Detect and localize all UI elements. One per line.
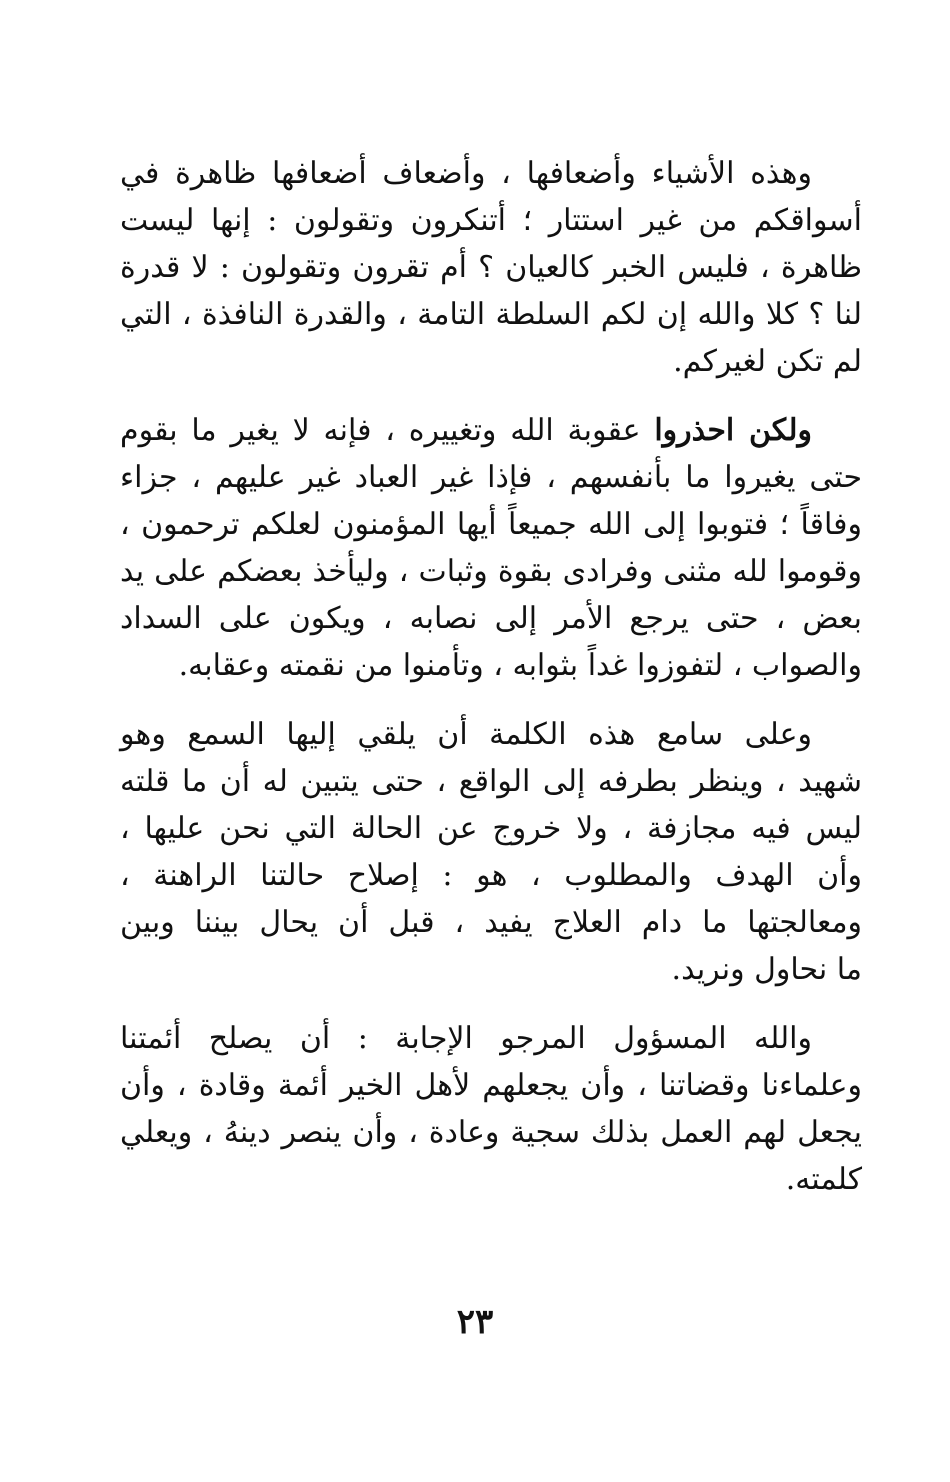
- paragraph-3: [120, 711, 862, 993]
- text-line: بعض ، حتى يرجع الأمر إلى نصابه ، ويكون على السداد: [120, 601, 862, 636]
- text-line: ظاهرة ، فليس الخبر كالعيان ؟ أم تقرون وتقولون : لا قدرة: [120, 250, 862, 285]
- paragraph-1: [120, 150, 862, 385]
- page-body: [120, 150, 862, 1225]
- text-line: لنا ؟ كلا والله إن لكم السلطة التامة ، والقدرة النافذة ، التي: [120, 297, 862, 332]
- text-line: وعلماءنا وقضاتنا ، وأن يجعلهم لأهل الخير أئمة وقادة ، وأن: [120, 1068, 862, 1103]
- text-line: ما نحاول ونريد.: [671, 952, 862, 987]
- bold-lead-text: ولكن احذروا: [654, 413, 813, 448]
- text-line: شهيد ، وينظر بطرفه إلى الواقع ، حتى يتبين له أن ما قلته: [120, 764, 862, 799]
- text-line: وأن الهدف والمطلوب ، هو : إصلاح حالتنا الراهنة ،: [120, 858, 862, 893]
- text-line: كلمته.: [785, 1162, 862, 1197]
- text-line: والصواب ، لتفوزوا غداً بثوابه ، وتأمنوا من نقمته وعقابه.: [178, 648, 862, 683]
- text-line: حتى يغيروا ما بأنفسهم ، فإذا غير العباد غير عليهم ، جزاء: [120, 460, 862, 495]
- text-line: وهذه الأشياء وأضعافها ، وأضعاف أضعافها ظاهرة في: [120, 156, 812, 191]
- text-line: [120, 407, 862, 454]
- paragraph-4: [120, 1015, 862, 1203]
- text-line: أسواقكم من غير استتار ؛ أتنكرون وتقولون : إنها ليست: [120, 203, 862, 238]
- text-line-rest: عقوبة الله وتغييره ، فإنه لا يغير ما بقوم: [120, 413, 655, 448]
- text-line: ومعالجتها ما دام العلاج يفيد ، قبل أن يحال بيننا وبين: [120, 905, 863, 940]
- text-line: يجعل لهم العمل بذلك سجية وعادة ، وأن ينصر دينهُ ، ويعلي: [120, 1115, 862, 1150]
- text-line: لم تكن لغيركم.: [673, 344, 862, 379]
- paragraph-2: [120, 407, 862, 689]
- text-line: وفاقاً ؛ فتوبوا إلى الله جميعاً أيها المؤمنون لعلكم ترحمون ،: [120, 507, 862, 542]
- text-line: وقوموا لله مثنى وفرادى بقوة وثبات ، وليأخذ بعضكم على يد: [120, 554, 862, 589]
- text-line: وعلى سامع هذه الكلمة أن يلقي إليها السمع وهو: [120, 717, 812, 752]
- page-number: ٢٣: [456, 1302, 494, 1342]
- text-line: ليس فيه مجازفة ، ولا خروج عن الحالة التي نحن عليها ،: [120, 811, 862, 846]
- text-line: والله المسؤول المرجو الإجابة : أن يصلح أئمتنا: [120, 1021, 812, 1056]
